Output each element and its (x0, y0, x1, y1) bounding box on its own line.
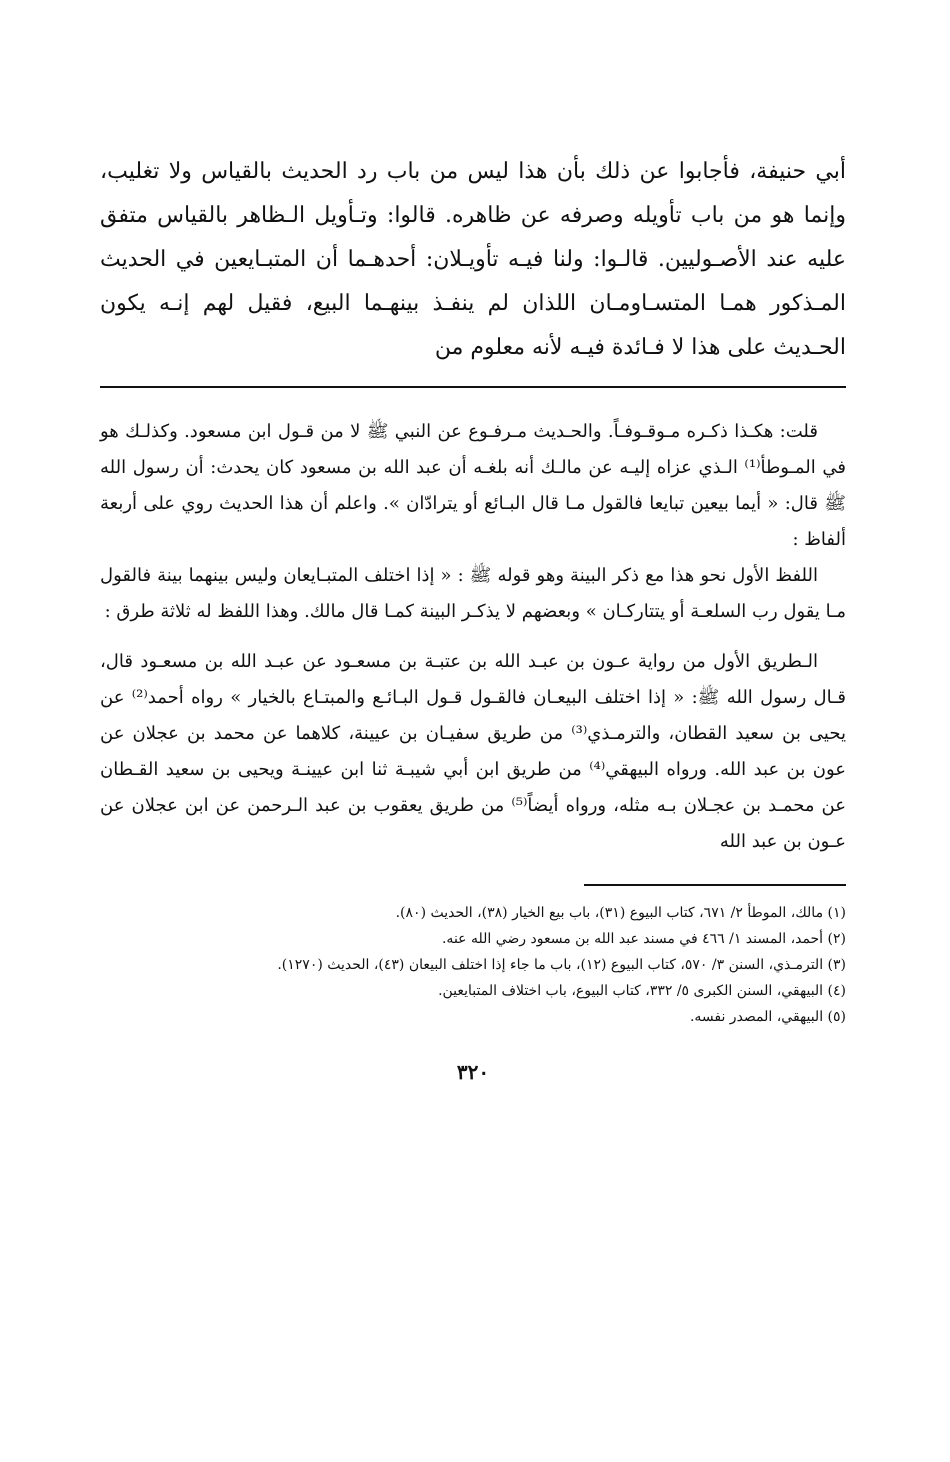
page-number: ٣٢٠ (456, 1060, 490, 1084)
commentary-paragraph-3: الـطريق الأول من رواية عـون بن عبـد الله بن عتبـة بن مسعـود عن عبـد الله بن مسعـود قال، قـال رسول الله ﷺ: « إذا اختلف البيعـان فالقـول قـول البـائـع والمبتـاع بالخيار » رواه أحمد⁽²⁾ عن يحيى بن سعيد القطان، والترمـذي⁽³⁾ من طريق سفيـان بن عيينة، كلاهما عن محمد بن عجلان عن عون بن عبد الله. ورواه البيهقي⁽⁴⁾ من طريق ابن أبي شيبـة ثنا ابن عيينـة ويحيى بن سعيد القـطان عن محمـد بن عجـلان بـه مثله، ورواه أيضاً⁽⁵⁾ من طريق يعقوب بن عبد الـرحمن عن ابن عجلان عن عـون بن عبد الله (100, 651, 847, 852)
commentary-paragraph-2: اللفظ الأول نحو هذا مع ذكر البينة وهو قوله ﷺ : « إذا اختلف المتبـايعان وليس بينهما بينة فالقول مـا يقول رب السلعـة أو يتتاركـان » وبعضهم لا يذكـر البينة كمـا قال مالك. وهذا اللفظ له ثلاثة طرق : (100, 565, 846, 622)
footnote-item: (٤) البيهقي، السنن الكبرى ٥/ ٣٣٢، كتاب البيوع، باب اختلاف المتبايعين. (438, 983, 846, 999)
footnote-rule (584, 884, 846, 886)
commentary-paragraph-1: قلت: هكـذا ذكـره مـوقـوفـاً. والحـديث مـرفـوع عن النبي ﷺ لا من قـول ابن مسعود. وكذلـك هو في المـوطأ⁽¹⁾ الـذي عزاه إليـه عن مالـك أنه بلغـه أن عبد الله بن مسعود كان يحدث: أن رسول الله ﷺ قال: « أيما بيعين تبايعا فالقول مـا قال البـائع أو يترادّان ». واعلم أن هذا الحديث روي على أربعة ألفاظ : (100, 421, 846, 550)
footnotes-list (100, 900, 846, 1030)
footnote-item: (٢) أحمد، المسند ١/ ٤٦٦ في مسند عبد الله بن مسعود رضي الله عنه. (441, 931, 846, 947)
quoted-commentary-block (100, 414, 846, 860)
main-text-block (100, 150, 846, 370)
book-page (100, 150, 846, 1084)
separator-rule (100, 386, 846, 388)
footnote-item: (٣) الترمـذي، السنن ٣/ ٥٧٠، كتاب البيوع (١٢)، باب ما جاء إذا اختلف البيعان (٤٣)، الحديث (١٢٧٠). (277, 957, 846, 973)
footnote-item: (١) مالك، الموطأ ٢/ ٦٧١، كتاب البيوع (٣١)، باب بيع الخيار (٣٨)، الحديث (٨٠). (395, 905, 846, 921)
main-paragraph: أبي حنيفة، فأجابوا عن ذلك بأن هذا ليس من باب رد الحديث بالقياس ولا تغليب، وإنما هو من باب تأويله وصرفه عن ظاهره. قالوا: وتـأويل الـظاهر بالقياس متفق عليه عند الأصـوليين. قالـوا: ولنا فيـه تأويـلان: أحدهـما أن المتبـايعين في الحديث المـذكور همـا المتسـاومـان اللذان لم ينفـذ بينهـما البيع، فقيل لهم إنـه يكون الحـديث على هذا لا فـائدة فيـه لأنه معلوم من (100, 159, 846, 360)
footnote-item: (٥) البيهقي، المصدر نفسه. (689, 1009, 846, 1025)
